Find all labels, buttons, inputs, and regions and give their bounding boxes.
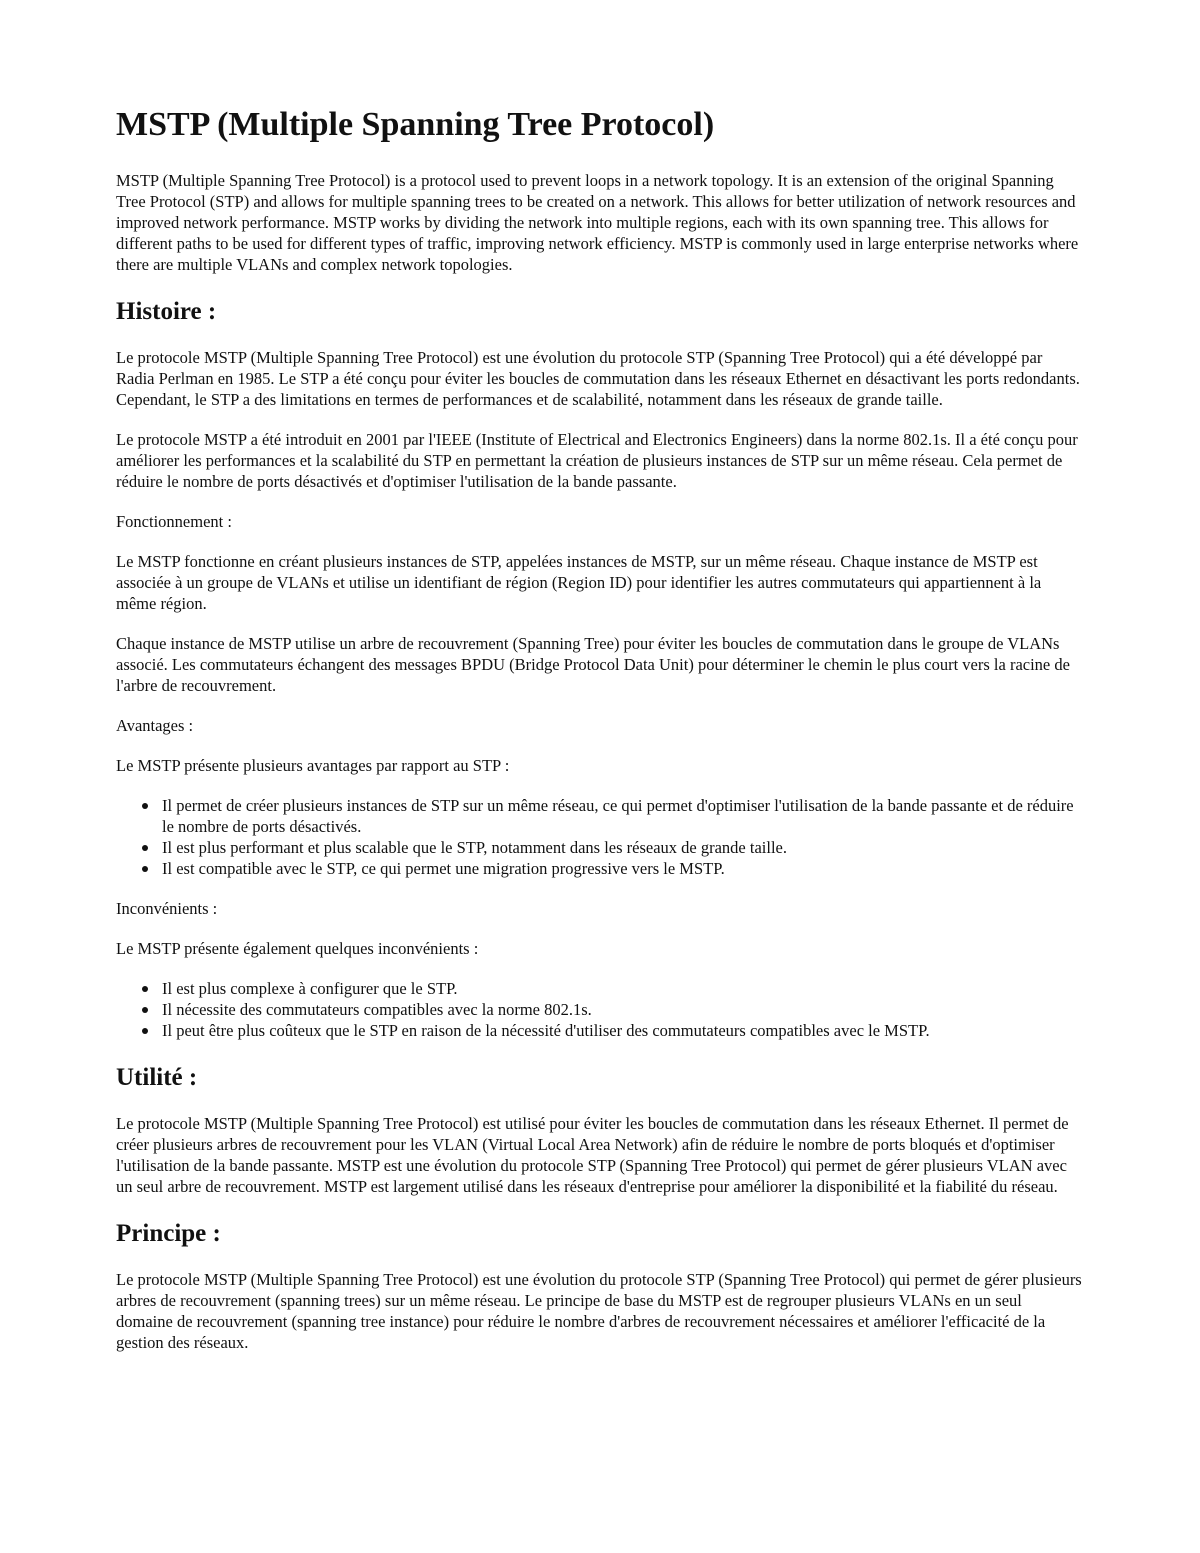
principe-heading: Principe : xyxy=(116,1220,221,1247)
list-item-text: Il permet de créer plusieurs instances de STP sur un même réseau, ce qui permet d'optimiser l'utilisation de la bande passante et de réduire le nombre de ports désactivés. xyxy=(162,796,1074,836)
document-page xyxy=(116,104,1082,1372)
bullet-icon xyxy=(142,986,148,992)
bullet-icon xyxy=(142,845,148,851)
list-item xyxy=(162,1020,1082,1041)
list-item-text: Il est compatible avec le STP, ce qui permet une migration progressive vers le MSTP. xyxy=(162,859,725,878)
bullet-icon xyxy=(142,866,148,872)
utilite-paragraph: Le protocole MSTP (Multiple Spanning Tree Protocol) est utilisé pour éviter les boucles de commutation dans les réseaux Ethernet. Il permet de créer plusieurs arbres de recouvrement pour les VLAN (Virtual Local Area Network) afin de réduire le nombre de ports bloqués et d'optimiser l'utilisation de la bande passante. MSTP est une évolution du protocole STP (Spanning Tree Protocol) qui permet de gérer plusieurs VLAN avec un seul arbre de recouvrement. MSTP est largement utilisé dans les réseaux d'entreprise pour améliorer la disponibilité et la fiabilité du réseau. xyxy=(116,1114,1069,1196)
utilite-heading: Utilité : xyxy=(116,1064,198,1091)
principe-paragraph: Le protocole MSTP (Multiple Spanning Tree Protocol) est une évolution du protocole STP (Spanning Tree Protocol) qui permet de gérer plusieurs arbres de recouvrement (spanning trees) sur un même réseau. Le principe de base du MSTP est de regrouper plusieurs VLANs en un seul domaine de recouvrement (spanning tree instance) pour réduire le nombre d'arbres de recouvrement nécessaires et améliorer l'efficacité de la gestion des réseaux. xyxy=(116,1270,1082,1352)
list-item xyxy=(162,795,1082,837)
histoire-paragraph-2: Le protocole MSTP a été introduit en 2001 par l'IEEE (Institute of Electrical and Electronics Engineers) dans la norme 802.1s. Il a été conçu pour améliorer les performances et la scalabilité du STP en permettant la création de plusieurs instances de STP sur un même réseau. Cela permet de réduire le nombre de ports désactivés et d'optimiser l'utilisation de la bande passante. xyxy=(116,430,1078,491)
list-item xyxy=(162,978,1082,999)
avantages-list xyxy=(116,795,1082,879)
fonctionnement-label: Fonctionnement : xyxy=(116,512,232,531)
list-item-text: Il peut être plus coûteux que le STP en raison de la nécessité d'utiliser des commutateurs compatibles avec le MSTP. xyxy=(162,1021,930,1040)
list-item xyxy=(162,837,1082,858)
histoire-heading: Histoire : xyxy=(116,298,217,325)
bullet-icon xyxy=(142,1028,148,1034)
list-item xyxy=(162,999,1082,1020)
list-item-text: Il est plus performant et plus scalable que le STP, notamment dans les réseaux de grande taille. xyxy=(162,838,787,857)
histoire-paragraph-1: Le protocole MSTP (Multiple Spanning Tree Protocol) est une évolution du protocole STP (Spanning Tree Protocol) qui a été développé par Radia Perlman en 1985. Le STP a été conçu pour éviter les boucles de commutation dans les réseaux Ethernet en désactivant les ports redondants. Cependant, le STP a des limitations en termes de performances et de scalabilité, notamment dans les réseaux de grande taille. xyxy=(116,348,1080,409)
list-item-text: Il est plus complexe à configurer que le STP. xyxy=(162,979,458,998)
inconvenients-intro: Le MSTP présente également quelques inconvénients : xyxy=(116,939,479,958)
avantages-label: Avantages : xyxy=(116,716,194,735)
fonctionnement-paragraph-1: Le MSTP fonctionne en créant plusieurs instances de STP, appelées instances de MSTP, sur un même réseau. Chaque instance de MSTP est associée à un groupe de VLANs et utilise un identifiant de région (Region ID) pour identifier les autres commutateurs qui appartiennent à la même région. xyxy=(116,552,1042,613)
inconvenients-list xyxy=(116,978,1082,1041)
fonctionnement-paragraph-2: Chaque instance de MSTP utilise un arbre de recouvrement (Spanning Tree) pour éviter les boucles de commutation dans le groupe de VLANs associé. Les commutateurs échangent des messages BPDU (Bridge Protocol Data Unit) pour déterminer le chemin le plus court vers la racine de l'arbre de recouvrement. xyxy=(116,634,1070,695)
page-title: MSTP (Multiple Spanning Tree Protocol) xyxy=(116,106,715,143)
list-item-text: Il nécessite des commutateurs compatibles avec la norme 802.1s. xyxy=(162,1000,592,1019)
avantages-intro: Le MSTP présente plusieurs avantages par rapport au STP : xyxy=(116,756,510,775)
bullet-icon xyxy=(142,803,148,809)
list-item xyxy=(162,858,1082,879)
inconvenients-label: Inconvénients : xyxy=(116,899,218,918)
bullet-icon xyxy=(142,1007,148,1013)
intro-paragraph: MSTP (Multiple Spanning Tree Protocol) is a protocol used to prevent loops in a network topology. It is an extension of the original Spanning Tree Protocol (STP) and allows for multiple spanning trees to be created on a network. This allows for better utilization of network resources and improved network performance. MSTP works by dividing the network into multiple regions, each with its own spanning tree. This allows for different paths to be used for different types of traffic, improving network efficiency. MSTP is commonly used in large enterprise networks where there are multiple VLANs and complex network topologies. xyxy=(116,171,1079,274)
